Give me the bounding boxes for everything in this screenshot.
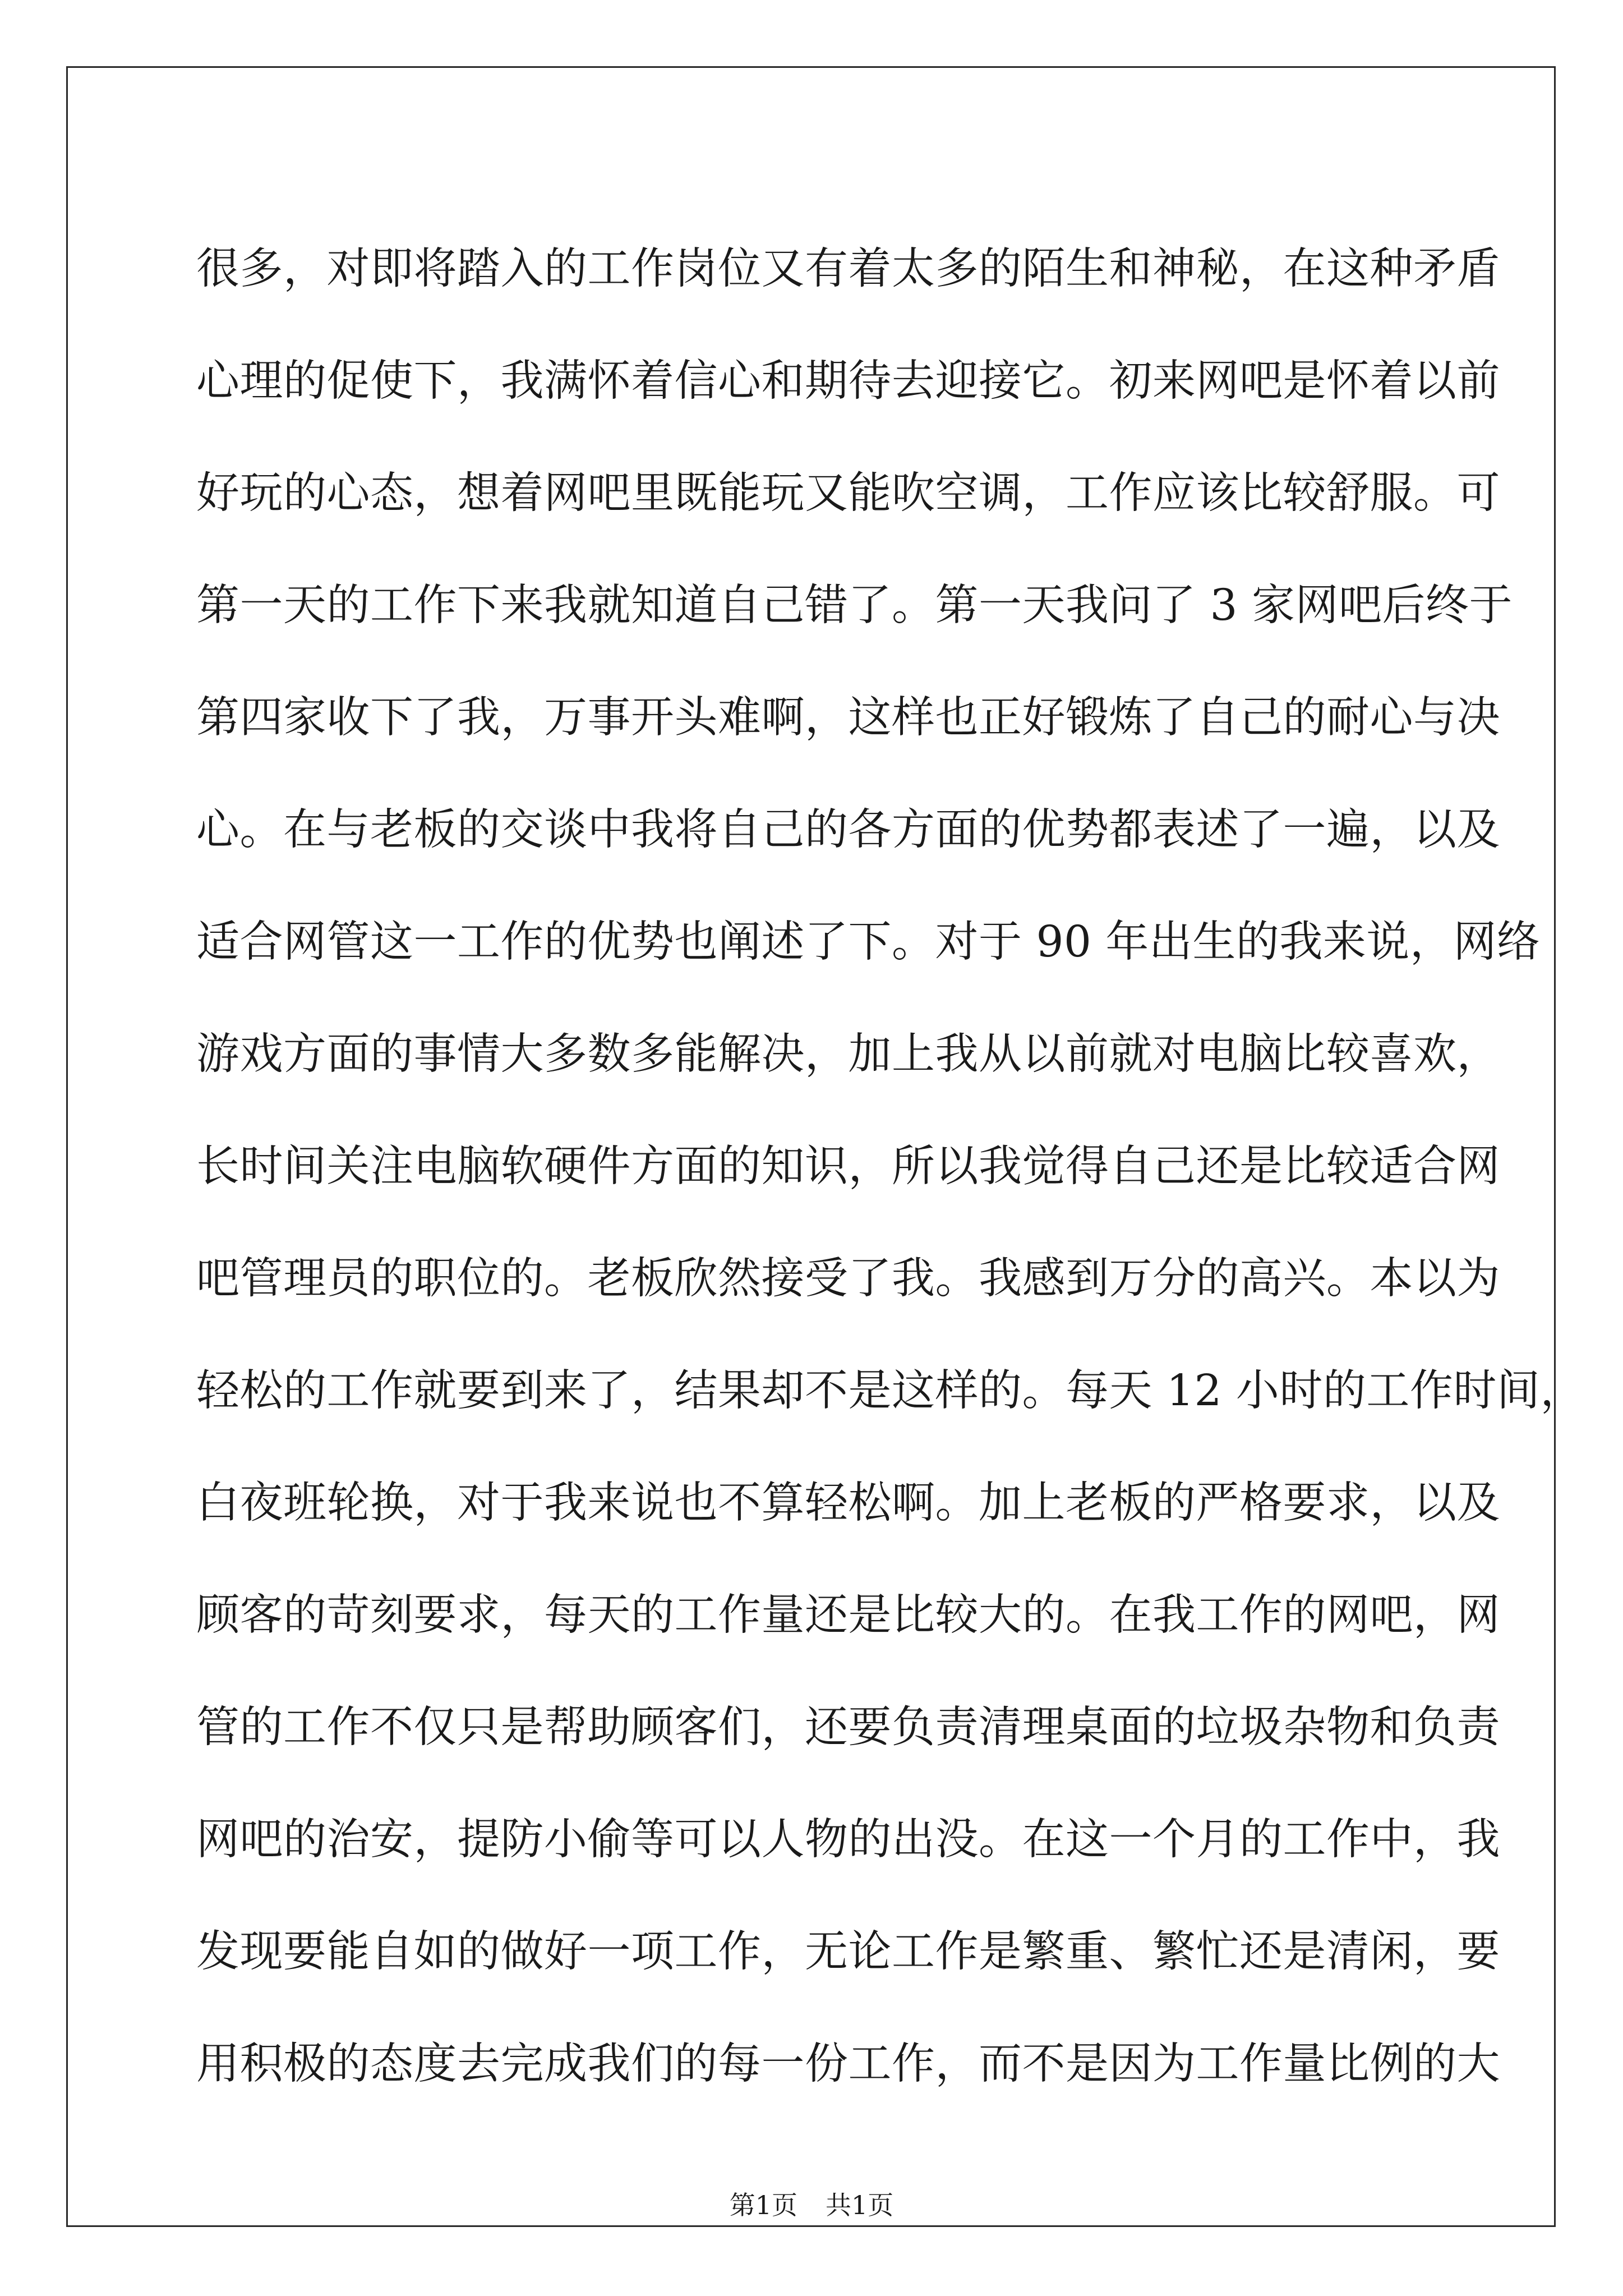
text-line: 很多，对即将踏入的工作岗位又有着太多的陌生和神秘，在这种矛盾: [196, 244, 1500, 294]
text-line: 白夜班轮换，对于我来说也不算轻松啊。加上老板的严格要求，以及: [196, 1478, 1500, 1528]
text-line: 第四家收下了我，万事开头难啊，这样也正好锻炼了自己的耐心与决: [196, 693, 1500, 743]
text-line: 心。在与老板的交谈中我将自己的各方面的优势都表述了一遍，以及: [196, 805, 1500, 855]
text-line: 网吧的治安，提防小偷等可以人物的出没。在这一个月的工作中，我: [196, 1815, 1500, 1865]
text-line: 适合网管这一工作的优势也阐述了下。对于 90 年出生的我来说，网络: [196, 917, 1541, 967]
text-line: 管的工作不仅只是帮助顾客们，还要负责清理桌面的垃圾杂物和负责: [196, 1703, 1500, 1752]
page-number: 第1页: [729, 2190, 797, 2220]
text-line: 吧管理员的职位的。老板欣然接受了我。我感到万分的高兴。本以为: [196, 1254, 1500, 1304]
page-total: 共1页: [826, 2190, 894, 2220]
text-line: 第一天的工作下来我就知道自己错了。第一天我问了 3 家网吧后终于: [196, 581, 1513, 631]
text-line: 轻松的工作就要到来了，结果却不是这样的。每天 12 小时的工作时间，: [196, 1366, 1584, 1416]
body-text: [196, 213, 1584, 2120]
text-line: 发现要能自如的做好一项工作，无论工作是繁重、繁忙还是清闲，要: [196, 1927, 1500, 1977]
page-footer: [0, 2185, 1623, 2222]
text-line: 心理的促使下，我满怀着信心和期待去迎接它。初来网吧是怀着以前: [196, 356, 1500, 406]
text-line: 用积极的态度去完成我们的每一份工作，而不是因为工作量比例的大: [196, 2039, 1500, 2089]
text-line: 顾客的苛刻要求，每天的工作量还是比较大的。在我工作的网吧，网: [196, 1590, 1500, 1640]
text-line: 长时间关注电脑软硬件方面的知识，所以我觉得自己还是比较适合网: [196, 1142, 1500, 1191]
text-line: 游戏方面的事情大多数多能解决，加上我从以前就对电脑比较喜欢，: [196, 1029, 1500, 1079]
text-line: 好玩的心态，想着网吧里既能玩又能吹空调，工作应该比较舒服。可: [196, 468, 1500, 518]
